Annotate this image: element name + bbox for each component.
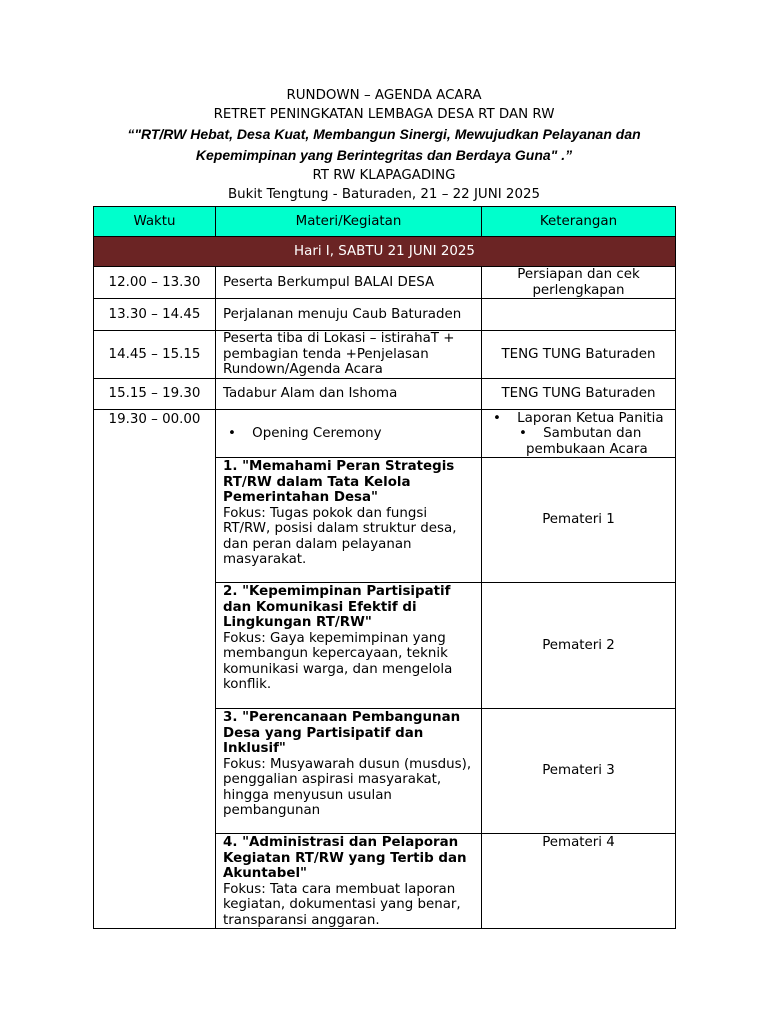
agenda-table <box>93 206 676 929</box>
session-title: 1. "Memahami Peran Strategis RT/RW dalam Tata Kelola Pemerintahan Desa" <box>223 459 455 505</box>
row-activity: Peserta Berkumpul BALAI DESA <box>216 267 482 299</box>
session-title: 2. "Kepemimpinan Partisipatif dan Komunikasi Efektif di Lingkungan RT/RW" <box>223 584 451 630</box>
session-focus: Fokus: Tata cara membuat laporan kegiatan, dokumentasi yang benar, transparansi anggaran. <box>223 881 461 928</box>
row-note: Persiapan dan cek perlengkapan <box>482 267 676 299</box>
table-header-row <box>94 207 676 237</box>
opening-note-2: Sambutan dan <box>543 426 642 441</box>
session-focus: Fokus: Tugas pokok dan fungsi RT/RW, posisi dalam struktur desa, dan peran dalam pelayanan masyarakat. <box>223 505 457 567</box>
session-title: 4. "Administrasi dan Pelaporan Kegiatan RT/RW yang Tertib dan Akuntabel" <box>223 835 467 881</box>
col-header-activity: Materi/Kegiatan <box>216 207 482 237</box>
row-activity: Tadabur Alam dan Ishoma <box>216 378 482 409</box>
session-speaker: Pemateri 3 <box>482 709 676 834</box>
row-time: 15.15 – 19.30 <box>94 378 216 409</box>
row-time: 12.00 – 13.30 <box>94 267 216 299</box>
opening-activity: Opening Ceremony <box>252 425 382 441</box>
theme-line-1: “"RT/RW Hebat, Desa Kuat, Membangun Sinergi, Mewujudkan Pelayanan dan <box>127 126 641 142</box>
row-activity: Perjalanan menuju Caub Baturaden <box>216 299 482 331</box>
document-header <box>0 86 768 204</box>
session-cell <box>216 709 482 834</box>
list-item <box>489 411 668 427</box>
table-row-opening <box>94 409 676 458</box>
opening-activity-cell <box>216 409 482 458</box>
session-cell <box>216 458 482 583</box>
table-row <box>94 299 676 331</box>
session-focus: Fokus: Musyawarah dusun (musdus), penggalian aspirasi masyarakat, hingga menyusun usulan pembangunan <box>223 756 472 818</box>
row-time: 14.45 – 15.15 <box>94 331 216 379</box>
col-header-time: Waktu <box>94 207 216 237</box>
row-time: 13.30 – 14.45 <box>94 299 216 331</box>
organizer: RT RW KLAPAGADING <box>312 168 456 183</box>
place-and-date: Bukit Tengtung - Baturaden, 21 – 22 JUNI 2025 <box>227 187 541 202</box>
day-row <box>94 237 676 267</box>
session-title: 3. "Perencanaan Pembangunan Desa yang Partisipatif dan Inklusif" <box>223 710 461 756</box>
theme-line-2: Kepemimpinan yang Berintegritas dan Berdaya Guna" .” <box>195 147 573 163</box>
row-note <box>482 299 676 331</box>
bullet: • <box>228 425 236 441</box>
day-label: Hari I, SABTU 21 JUNI 2025 <box>94 237 676 267</box>
row-note: TENG TUNG Baturaden <box>482 378 676 409</box>
list-item <box>489 426 668 442</box>
row-time-evening: 19.30 – 00.00 <box>94 409 216 929</box>
session-cell <box>216 834 482 929</box>
col-header-notes: Keterangan <box>482 207 676 237</box>
bullet: • <box>519 426 527 441</box>
session-speaker: Pemateri 4 <box>482 834 676 929</box>
session-focus: Fokus: Gaya kepemimpinan yang membangun kepercayaan, teknik komunikasi warga, dan mengelola konflik. <box>223 630 453 692</box>
opening-note-1: Laporan Ketua Panitia <box>517 410 664 426</box>
table-row <box>94 331 676 379</box>
row-activity: Peserta tiba di Lokasi – istirahaT + pembagian tenda +Penjelasan Rundown/Agenda Acara <box>216 331 482 379</box>
session-speaker: Pemateri 2 <box>482 583 676 709</box>
row-note: TENG TUNG Baturaden <box>482 331 676 379</box>
table-row <box>94 378 676 409</box>
title-line-1: RUNDOWN – AGENDA ACARA <box>286 88 482 103</box>
bullet: • <box>493 410 501 426</box>
title-line-2: RETRET PENINGKATAN LEMBAGA DESA RT DAN RW <box>213 107 555 122</box>
opening-note-3: pembukaan Acara <box>526 441 648 457</box>
session-cell <box>216 583 482 709</box>
table-row <box>94 267 676 299</box>
opening-notes-cell <box>482 409 676 458</box>
session-speaker: Pemateri 1 <box>482 458 676 583</box>
